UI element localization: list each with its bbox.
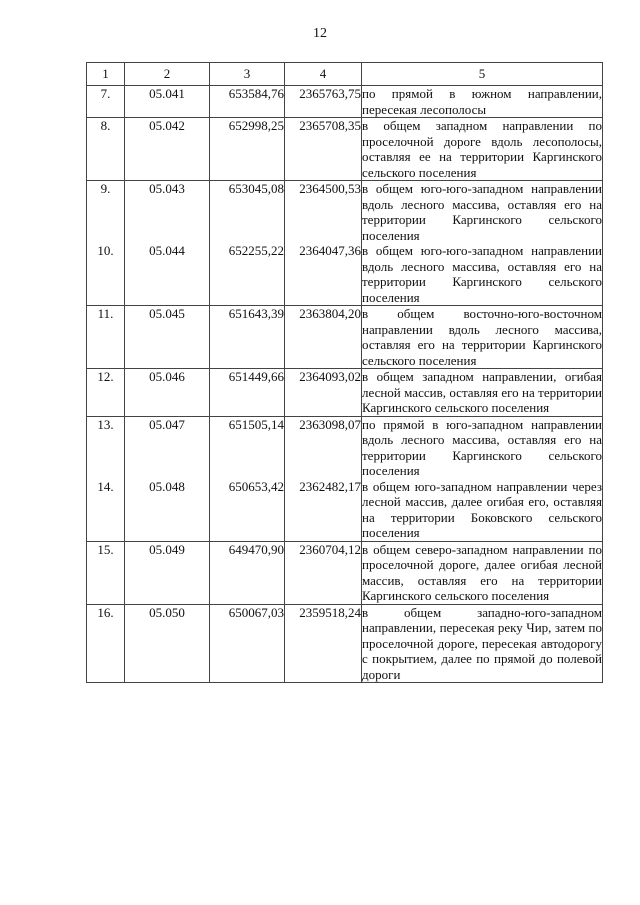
table-row (87, 243, 603, 306)
boundary-description: в общем юго-юго-западном направлении вдоль лесного массива, оставляя его на территории Каргинского сельского поселения (362, 243, 602, 305)
row-number: 7. (87, 86, 125, 118)
y-coordinate: 2363804,20 (285, 306, 362, 369)
row-number: 15. (87, 541, 125, 604)
boundary-description: в общем северо-западном направлении по проселочной дороге, далее огибая лесной массив, оставляя его на территории Каргинского сельского поселения (362, 541, 602, 603)
x-coordinate: 653045,08 (210, 181, 285, 244)
point-code: 05.041 (125, 86, 210, 118)
y-coordinate: 2365763,75 (285, 86, 362, 118)
table-header-row (87, 63, 603, 86)
table-row (87, 604, 603, 683)
row-number: 16. (87, 604, 125, 683)
page-number: 12 (313, 26, 327, 41)
y-coordinate: 2364047,36 (285, 243, 362, 306)
column-header-description: 5 (362, 63, 603, 86)
table-row (87, 181, 603, 244)
table-row (87, 86, 603, 118)
x-coordinate: 650067,03 (210, 604, 285, 683)
x-coordinate: 649470,90 (210, 541, 285, 604)
y-coordinate: 2362482,17 (285, 479, 362, 542)
point-code: 05.045 (125, 306, 210, 369)
y-coordinate: 2359518,24 (285, 604, 362, 683)
table-row (87, 118, 603, 181)
y-coordinate: 2363098,07 (285, 416, 362, 479)
row-number: 10. (87, 243, 125, 306)
y-coordinate: 2364093,02 (285, 369, 362, 417)
x-coordinate: 653584,76 (210, 86, 285, 118)
boundary-description: по прямой в юго-западном направлении вдоль лесного массива, оставляя его на территории Каргинского сельского поселения (362, 416, 602, 478)
boundary-description: в общем западном направлении по проселочной дороге вдоль лесополосы, оставляя ее на территории Каргинского сельского поселения (362, 118, 602, 180)
y-coordinate: 2360704,12 (285, 541, 362, 604)
x-coordinate: 652998,25 (210, 118, 285, 181)
x-coordinate: 651505,14 (210, 416, 285, 479)
x-coordinate: 650653,42 (210, 479, 285, 542)
row-number: 9. (87, 181, 125, 244)
x-coordinate: 652255,22 (210, 243, 285, 306)
boundary-description: по прямой в южном направлении, пересекая лесополосы (362, 86, 602, 117)
point-code: 05.050 (125, 604, 210, 683)
point-code: 05.042 (125, 118, 210, 181)
column-header-y: 4 (285, 63, 362, 86)
boundary-points-table (86, 62, 603, 683)
point-code: 05.049 (125, 541, 210, 604)
table-row (87, 416, 603, 479)
column-header-number: 1 (87, 63, 125, 86)
table-row (87, 306, 603, 369)
column-header-x: 3 (210, 63, 285, 86)
boundary-description: в общем юго-западном направлении через лесной массив, далее огибая его, оставляя на территории Боковского сельского поселения (362, 478, 602, 540)
y-coordinate: 2365708,35 (285, 118, 362, 181)
boundary-description: в общем западном направлении, огибая лесной массив, оставляя его на территории Каргинского сельского поселения (362, 369, 602, 415)
row-number: 12. (87, 369, 125, 417)
boundary-description: в общем западно-юго-западном направлении, пересекая реку Чир, затем по проселочной дороге, пересекая автодорогу с покрытием, далее по прямой до полевой дороги (362, 604, 602, 682)
boundary-description: в общем восточно-юго-восточном направлении вдоль лесного массива, оставляя его на территории Каргинского сельского поселения (362, 306, 602, 368)
point-code: 05.047 (125, 416, 210, 479)
row-number: 11. (87, 306, 125, 369)
point-code: 05.043 (125, 181, 210, 244)
table-row (87, 479, 603, 542)
x-coordinate: 651449,66 (210, 369, 285, 417)
row-number: 8. (87, 118, 125, 181)
point-code: 05.044 (125, 243, 210, 306)
boundary-description: в общем юго-юго-западном направлении вдоль лесного массива, оставляя его на территории Каргинского сельского поселения (362, 181, 602, 243)
y-coordinate: 2364500,53 (285, 181, 362, 244)
row-number: 13. (87, 416, 125, 479)
point-code: 05.046 (125, 369, 210, 417)
column-header-point-code: 2 (125, 63, 210, 86)
x-coordinate: 651643,39 (210, 306, 285, 369)
row-number: 14. (87, 479, 125, 542)
point-code: 05.048 (125, 479, 210, 542)
table-row (87, 369, 603, 417)
table-row (87, 541, 603, 604)
